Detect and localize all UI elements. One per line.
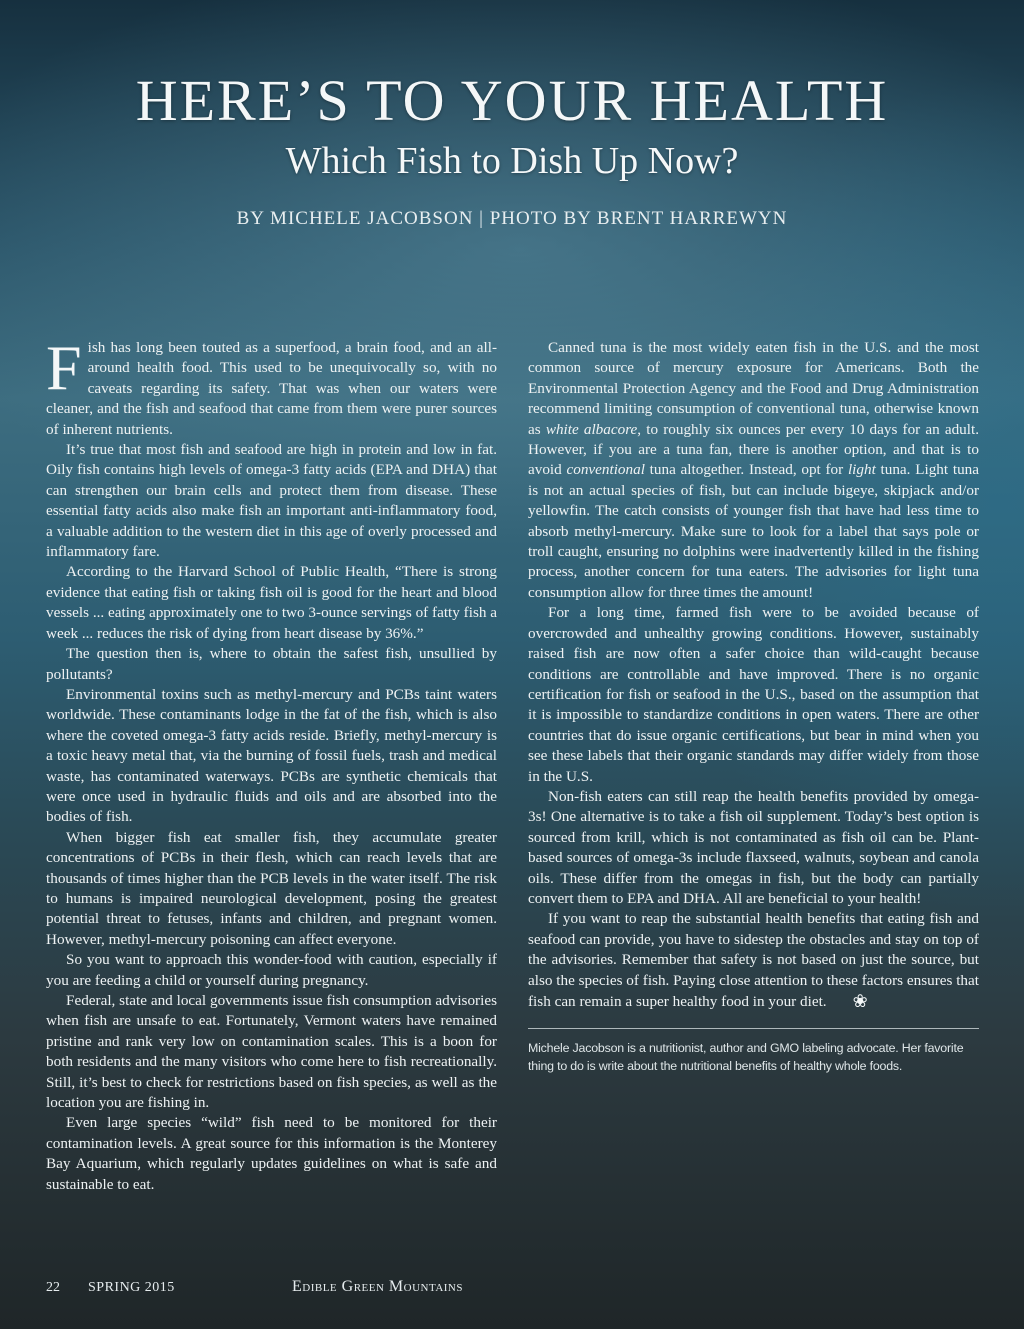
paragraph: Fish has long been touted as a superfood, a brain food, and an all-around health food. This used to be unequivocally so, with no caveats regarding its safety. That was when our waters were cleaner, and the fish and seafood that came from them were purer sources of inherent nutrients. [46, 332, 497, 438]
paragraph: Canned tuna is the most widely eaten fish in the U.S. and the most common source of mercury exposure for Americans. Both the Environmental Protection Agency and the Food and Drug Administration recommend limiting consumption of conventional tuna, otherwise known as white albacore, to roughly six ounces per every 10 days for an adult. However, if you are a tuna fan, there is another option, and that is to avoid conventional tuna altogether. Instead, opt for light tuna. Light tuna is not an actual species of fish, but can include bigeye, skipjack and/or yellowfin. The catch consists of younger fish that have had less time to absorb methyl-mercury. Make sure to look for a label that says pole or troll caught, ensuring no dolphins were inadvertently killed in the fishing process, another concern for tuna eaters. The advisories for light tuna consumption allow for three times the amount! [528, 339, 980, 601]
paragraph: Federal, state and local governments issue fish consumption advisories when fish are unsafe to eat. Fortunately, Vermont waters have remained pristine and rank very low on contamination scales. This is a boon for both residents and the many visitors who come here to fish recreationally. Still, it’s best to check for restrictions based on fish species, as well as the location you are fishing in. [46, 992, 497, 1112]
emphasis-text: conventional [566, 461, 645, 479]
divider [528, 1028, 979, 1029]
paragraph: If you want to reap the substantial health benefits that eating fish and seafood can provide, you have to sidestep the obstacles and stay on top of the advisories. Remember that safety is not based on just the source, but also the species of fish. Paying close attention to these factors ensures that fish can remain a super healthy food in your diet. ❀ [528, 910, 979, 1011]
article-subtitle: Which Fish to Dish Up Now? [285, 140, 739, 182]
paragraph: Non-fish eaters can still reap the health benefits provided by omega-3s! One alternative is to take a fish oil supplement. Today’s best option is sourced from krill, which is not contaminated as fish oil can be. Plant-based sources of omega-3s include flaxseed, walnuts, soybean and canola oils. These differ from the omegas in fish, but the body can partially convert them to EPA and DHA. All are beneficial to your health! [528, 787, 979, 907]
author-bio: Michele Jacobson is a nutritionist, author and GMO labeling advocate. Her favorite thing to do is write about the nutritional benefits of healthy whole foods. [528, 1041, 964, 1074]
page-number: 22 [46, 1280, 60, 1295]
byline: BY MICHELE JACOBSON | PHOTO BY BRENT HARREWYN [236, 208, 788, 229]
right-column [528, 338, 979, 1075]
article-title: HERE’S TO YOUR HEALTH [135, 68, 889, 133]
issue-season: SPRING 2015 [88, 1280, 175, 1295]
paragraph: Environmental toxins such as methyl-mercury and PCBs taint waters worldwide. These contaminants lodge in the fat of the fish, which is also where the coveted omega-3 fatty acids reside. Briefly, methyl-mercury is a toxic heavy metal that, via the burning of fossil fuels, trash and medical waste, has contaminated waterways. PCBs are synthetic chemicals that were once used in hydraulic fluids and oils and are absorbed into the bodies of fish. [46, 685, 497, 826]
drop-cap: F [46, 332, 82, 403]
paragraph: So you want to approach this wonder-food with caution, especially if you are feeding a child or yourself during pregnancy. [46, 951, 497, 989]
left-column [46, 332, 497, 1195]
paragraph: The question then is, where to obtain the safest fish, unsullied by pollutants? [46, 645, 497, 683]
paragraph: According to the Harvard School of Public Health, “There is strong evidence that eating fish or taking fish oil is good for the heart and blood vessels ... eating approximately one to two 3-ounce servings of fatty fish a week ... reduces the risk of dying from heart disease by 36%.” [46, 563, 497, 642]
page-footer [46, 1278, 463, 1296]
paragraph: When bigger fish eat smaller fish, they accumulate greater concentrations of PCBs in their flesh, which can reach levels that are thousands of times higher than the PCB levels in the water itself. The risk to humans is impaired neurological development, posing the greatest potential threat to fetuses, infants and children, and pregnant women. However, methyl-mercury poisoning can affect everyone. [46, 828, 497, 948]
maple-leaf-icon: ❀ [852, 991, 868, 1011]
article-header [0, 66, 1024, 230]
emphasis-text: white albacore [545, 420, 638, 438]
paragraph: It’s true that most fish and seafood are high in protein and low in fat. Oily fish contains high levels of omega-3 fatty acids (EPA and DHA) that can strengthen our brain cells and protect them from disease. These essential fatty acids also make fish an important anti-inflammatory food, a valuable addition to the western diet in this age of overly processed and inflammatory fare. [46, 441, 497, 561]
paragraph: For a long time, farmed fish were to be avoided because of overcrowded and unhealthy growing conditions. However, sustainably raised fish are now often a safer choice than wild-caught because conditions are controllable and have improved. There is no organic certification for fish or seafood in the U.S., based on the assumption that it is impossible to standardize conditions in open waters. There are other countries that do issue organic certifications, but bear in mind when you see these labels that their organic standards may differ widely from those in the U.S. [528, 604, 979, 785]
emphasis-text: light [847, 461, 876, 479]
paragraph: Even large species “wild” fish need to be monitored for their contamination levels. A great source for this information is the Monterey Bay Aquarium, which regularly updates guidelines on what is safe and sustainable to eat. [46, 1114, 497, 1193]
magazine-name: Edible Green Mountains [292, 1278, 463, 1295]
